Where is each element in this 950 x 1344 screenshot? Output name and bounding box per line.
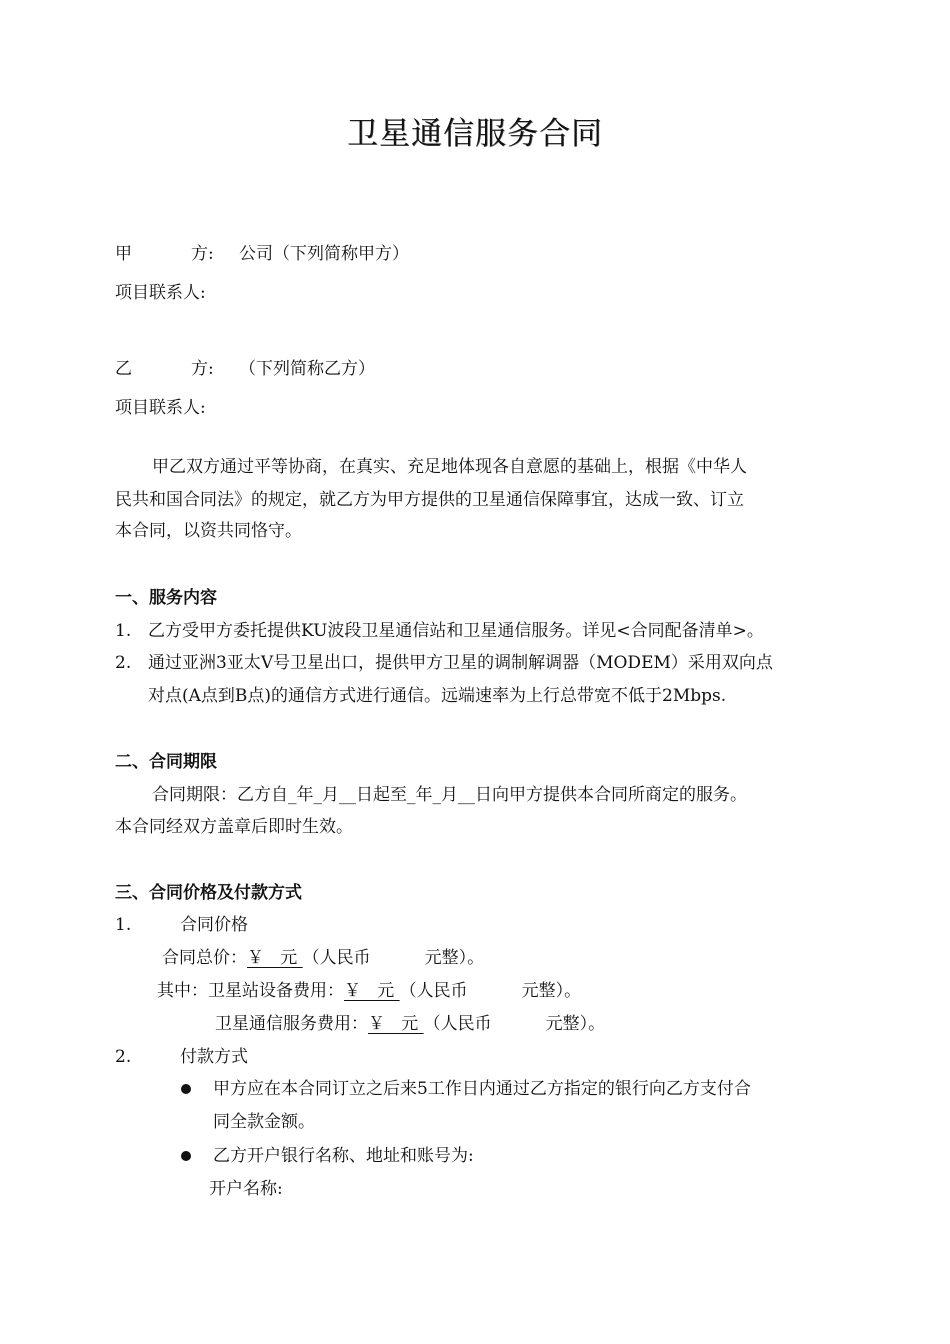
party-b-value: （下列简称乙方）: [239, 359, 375, 379]
party-a-label-1: 甲: [115, 244, 132, 264]
total-price-prefix: 合同总价：: [162, 948, 247, 968]
bullet-2-icon: [181, 1151, 191, 1161]
party-a-value: 公司（下列简称甲方）: [239, 244, 409, 264]
section-1-item-1: 乙方受甲方委托提供KU波段卫星通信站和卫星通信服务。详见<合同配备清单>。: [148, 621, 764, 641]
section-1-item-2-number: 2.: [115, 653, 132, 673]
service-fee-suffix: （人民币 元整）。: [423, 1014, 606, 1034]
section-2-heading: 二、合同期限: [115, 752, 217, 772]
party-a-label-2: 方:: [191, 244, 214, 264]
payment-bullet-1-line-2: 同全款金额。: [213, 1112, 315, 1132]
section-3-item-1-number: 1.: [115, 915, 132, 935]
total-price-line: [162, 946, 484, 970]
party-b-contact-label: 项目联系人:: [115, 398, 206, 418]
equipment-fee-line: [157, 979, 581, 1003]
section-2-line-1: 合同期限：乙方自_年_月__日起至_年_月__日向甲方提供本合同所商定的服务。: [152, 785, 747, 805]
intro-line-2: 民共和国合同法》的规定，就乙方为甲方提供的卫星通信保障事宜，达成一致、订立: [115, 490, 744, 510]
total-price-amount: ￥ 元: [247, 948, 303, 968]
equipment-fee-prefix: 其中：卫星站设备费用：: [157, 981, 344, 1001]
section-3-heading: 三、合同价格及付款方式: [115, 883, 302, 903]
total-price-suffix: （人民币 元整）。: [302, 948, 485, 968]
document-title: 卫星通信服务合同: [347, 116, 603, 152]
account-name-label: 开户名称:: [209, 1179, 283, 1199]
bullet-1-icon: [181, 1084, 191, 1094]
section-1-heading: 一、服务内容: [115, 588, 217, 608]
payment-bullet-2: 乙方开户银行名称、地址和账号为:: [213, 1146, 474, 1166]
section-1-item-2-line-2: 对点(A点到B点)的通信方式进行通信。远端速率为上行总带宽不低于2Mbps.: [148, 686, 727, 706]
intro-line-3: 本合同，以资共同恪守。: [115, 521, 302, 541]
section-1-item-2-line-1: 通过亚洲3亚太Ⅴ号卫星出口，提供甲方卫星的调制解调器（MODEM）采用双向点: [148, 653, 773, 673]
party-a-contact-label: 项目联系人:: [115, 283, 206, 303]
party-b-label-2: 方:: [191, 359, 214, 379]
section-3-item-1-label: 合同价格: [180, 915, 248, 935]
service-fee-prefix: 卫星通信服务费用：: [215, 1014, 368, 1034]
service-fee-line: [215, 1012, 605, 1036]
section-3-item-2-number: 2.: [115, 1047, 132, 1067]
section-3-item-2-label: 付款方式: [180, 1047, 248, 1067]
equipment-fee-amount: ￥ 元: [344, 981, 400, 1001]
payment-bullet-1-line-1: 甲方应在本合同订立之后来5工作日内通过乙方指定的银行向乙方支付合: [213, 1079, 751, 1099]
section-1-item-1-number: 1.: [115, 621, 132, 641]
equipment-fee-suffix: （人民币 元整）。: [399, 981, 582, 1001]
section-2-line-2: 本合同经双方盖章后即时生效。: [115, 817, 353, 837]
service-fee-amount: ￥ 元: [368, 1014, 424, 1034]
party-b-label-1: 乙: [115, 359, 132, 379]
intro-line-1: 甲乙双方通过平等协商，在真实、充足地体现各自意愿的基础上，根据《中华人: [152, 457, 747, 477]
